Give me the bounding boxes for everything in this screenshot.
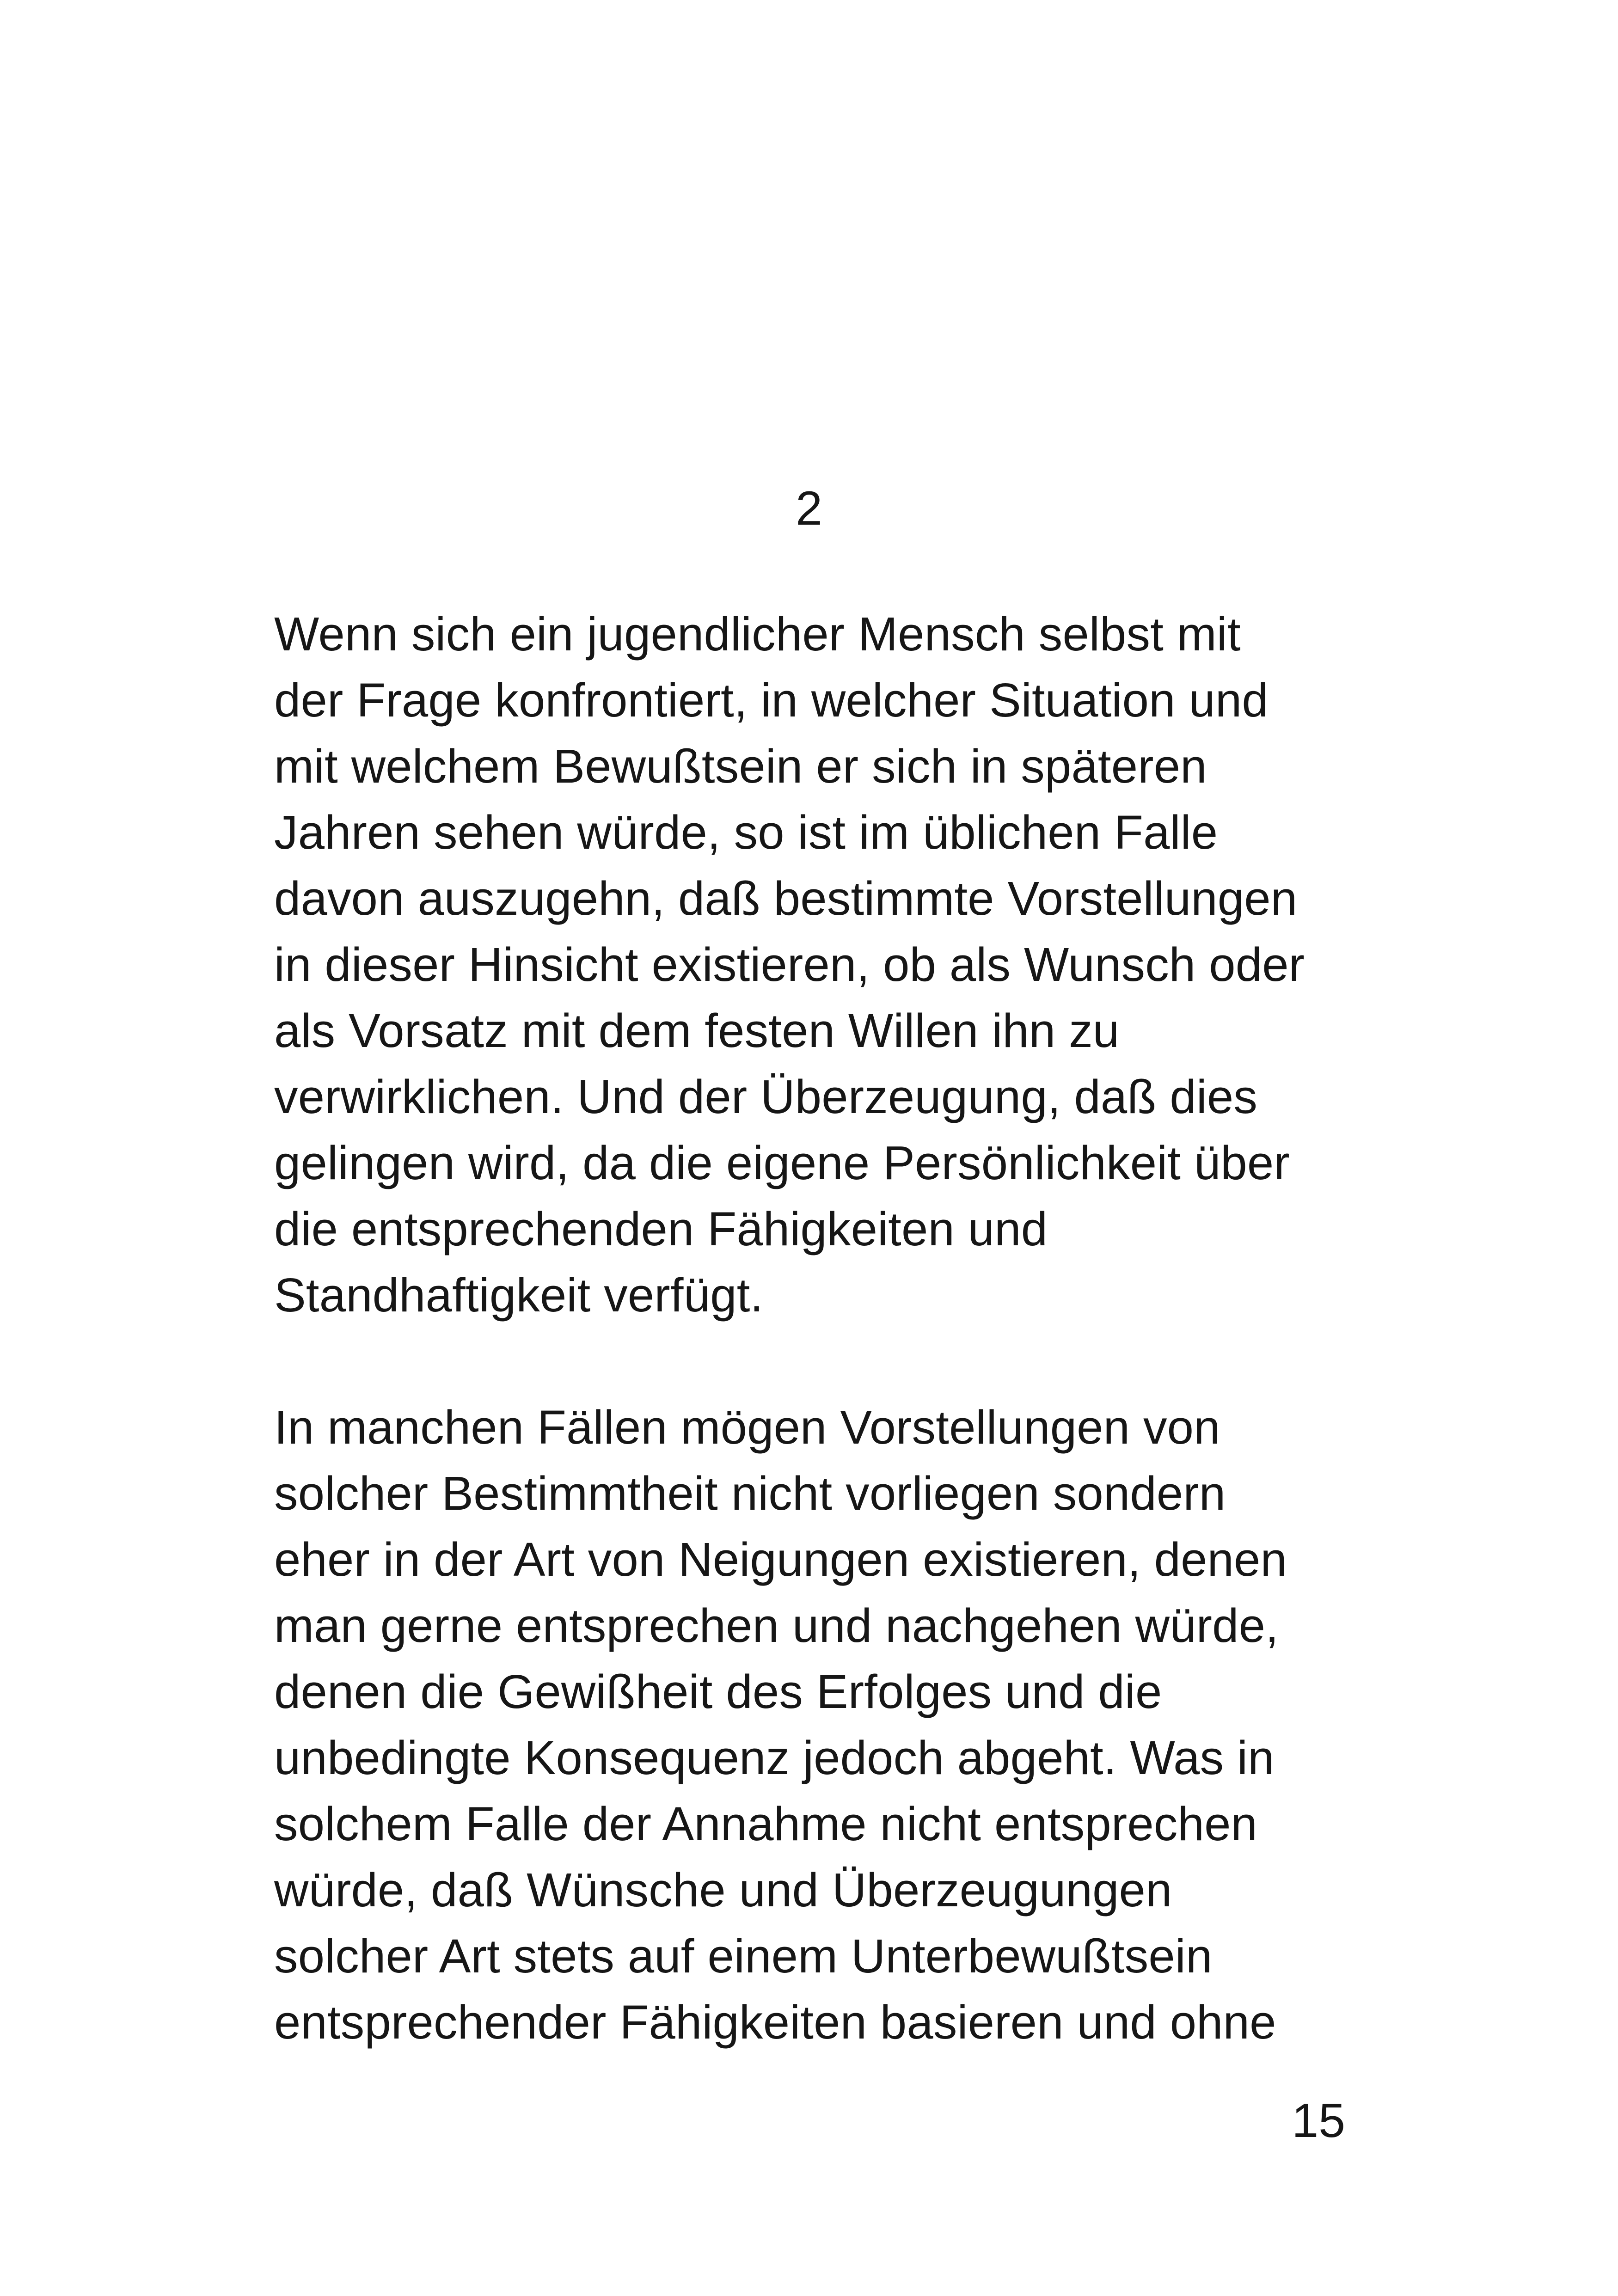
text-line: In manchen Fällen mögen Vorstellungen von	[274, 1401, 1220, 1454]
text-line: unbedingte Konsequenz jedoch abgeht. Was in	[274, 1731, 1275, 1784]
text-line: solcher Bestimmtheit nicht vorliegen sondern	[274, 1467, 1226, 1520]
text-line: Wenn sich ein jugendlicher Mensch selbst mit	[274, 607, 1241, 661]
body-text	[274, 601, 1351, 2055]
text-line: entsprechender Fähigkeiten basieren und ohne	[274, 1996, 1276, 2049]
text-line: man gerne entsprechen und nachgehen würde,	[274, 1599, 1279, 1652]
text-line: solcher Art stets auf einem Unterbewußtsein	[274, 1929, 1213, 1983]
paragraph-2	[274, 1394, 1351, 2055]
text-line: mit welchem Bewußtsein er sich in späteren	[274, 740, 1207, 793]
paragraph-1	[274, 601, 1351, 1328]
text-line: in dieser Hinsicht existieren, ob als Wunsch oder	[274, 938, 1305, 991]
text-line: der Frage konfrontiert, in welcher Situation und	[274, 673, 1269, 727]
text-line: verwirklichen. Und der Überzeugung, daß dies	[274, 1070, 1258, 1123]
text-line: als Vorsatz mit dem festen Willen ihn zu	[274, 1004, 1120, 1057]
text-line: gelingen wird, da die eigene Persönlichkeit über	[274, 1136, 1290, 1189]
text-line: Jahren sehen würde, so ist im üblichen Falle	[274, 806, 1218, 859]
chapter-number: 2	[796, 482, 822, 535]
page-number: 15	[1292, 2094, 1345, 2148]
text-line: Standhaftigkeit verfügt.	[274, 1268, 764, 1322]
text-line: die entsprechenden Fähigkeiten und	[274, 1202, 1048, 1255]
text-line: solchem Falle der Annahme nicht entsprechen	[274, 1797, 1258, 1850]
text-line: eher in der Art von Neigungen existieren, denen	[274, 1533, 1287, 1586]
text-line: würde, daß Wünsche und Überzeugungen	[274, 1863, 1172, 1916]
text-line: denen die Gewißheit des Erfolges und die	[274, 1665, 1162, 1718]
text-line: davon auszugehn, daß bestimmte Vorstellungen	[274, 872, 1298, 925]
